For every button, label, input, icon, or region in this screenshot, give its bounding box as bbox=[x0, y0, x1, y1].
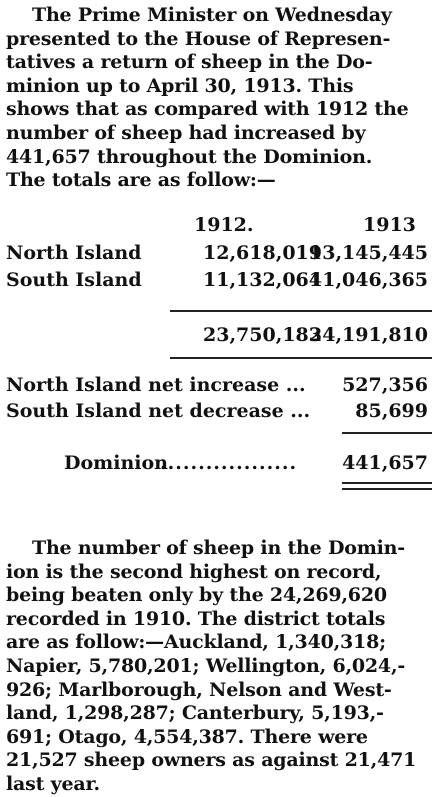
text-line: shows that as compared with 1912 the bbox=[6, 98, 409, 121]
text-line: 926; Marlborough, Nelson and West- bbox=[6, 678, 392, 701]
article-paragraph-district bbox=[6, 537, 432, 797]
value-1913: 13,145,445 bbox=[309, 242, 428, 264]
net-decrease-row bbox=[6, 400, 432, 424]
dominion-rule-2 bbox=[342, 488, 432, 490]
text-line: recorded in 1910. The district totals bbox=[6, 607, 386, 630]
text-line: tatives a return of sheep in the Do- bbox=[6, 51, 373, 74]
text-line: 21,527 sheep owners as against 21,471 bbox=[6, 749, 417, 772]
dominion-rule-1 bbox=[342, 482, 432, 484]
value-1912: 12,618,019 bbox=[203, 242, 322, 264]
value-1913: 11,046,365 bbox=[309, 269, 428, 291]
row-label: North Island bbox=[6, 242, 142, 264]
value-1912: 11,132,064 bbox=[203, 269, 322, 291]
dominion-row bbox=[6, 452, 432, 476]
text-line: last year. bbox=[6, 772, 100, 795]
text-line: presented to the House of Represen- bbox=[6, 27, 391, 50]
table-row-north-island bbox=[6, 242, 432, 266]
row-label: Dominion bbox=[64, 452, 168, 474]
net-value: 527,356 bbox=[342, 374, 428, 396]
text-line: 691; Otago, 4,554,387. There were bbox=[6, 725, 368, 748]
text-line: 441,657 throughout the Dominion. bbox=[6, 145, 373, 168]
text-line: The Prime Minister on Wednesday bbox=[32, 4, 392, 26]
table-totals-row bbox=[6, 324, 432, 348]
text-line: being beaten only by the 24,269,620 bbox=[6, 584, 387, 607]
row-label: South Island bbox=[6, 269, 142, 291]
text-line: minion up to April 30, 1913. This bbox=[6, 74, 354, 97]
dominion-value: 441,657 bbox=[342, 452, 428, 474]
text-line: are as follow:—Auckland, 1,340,318; bbox=[6, 631, 386, 654]
table-row-south-island bbox=[6, 269, 432, 293]
row-label: North Island net increase ... bbox=[6, 374, 306, 396]
net-value: 85,699 bbox=[355, 400, 428, 422]
text-line: The number of sheep in the Domin- bbox=[32, 537, 405, 559]
totals-top-rule bbox=[170, 310, 432, 312]
net-increase-row bbox=[6, 374, 432, 398]
total-1912: 23,750,183 bbox=[203, 324, 322, 346]
text-line: ion is the second highest on record, bbox=[6, 560, 382, 583]
sheep-totals-table bbox=[6, 214, 432, 514]
text-line: land, 1,298,287; Canterbury, 5,193,- bbox=[6, 702, 384, 725]
total-1913: 24,191,810 bbox=[309, 324, 428, 346]
year-header-1912: 1912. bbox=[194, 214, 254, 236]
totals-bottom-rule bbox=[170, 357, 432, 359]
row-label: South Island net decrease ... bbox=[6, 400, 311, 422]
net-rule bbox=[342, 432, 432, 434]
year-header-1913: 1913 bbox=[363, 214, 416, 236]
text-line: Napier, 5,780,201; Wellington, 6,024,- bbox=[6, 654, 406, 677]
text-line: The totals are as follow:— bbox=[6, 169, 276, 192]
leader-dots: .................. bbox=[160, 452, 298, 474]
table-header-row bbox=[6, 214, 432, 238]
article-paragraph-intro bbox=[6, 4, 432, 193]
text-line: number of sheep had increased by bbox=[6, 121, 366, 144]
